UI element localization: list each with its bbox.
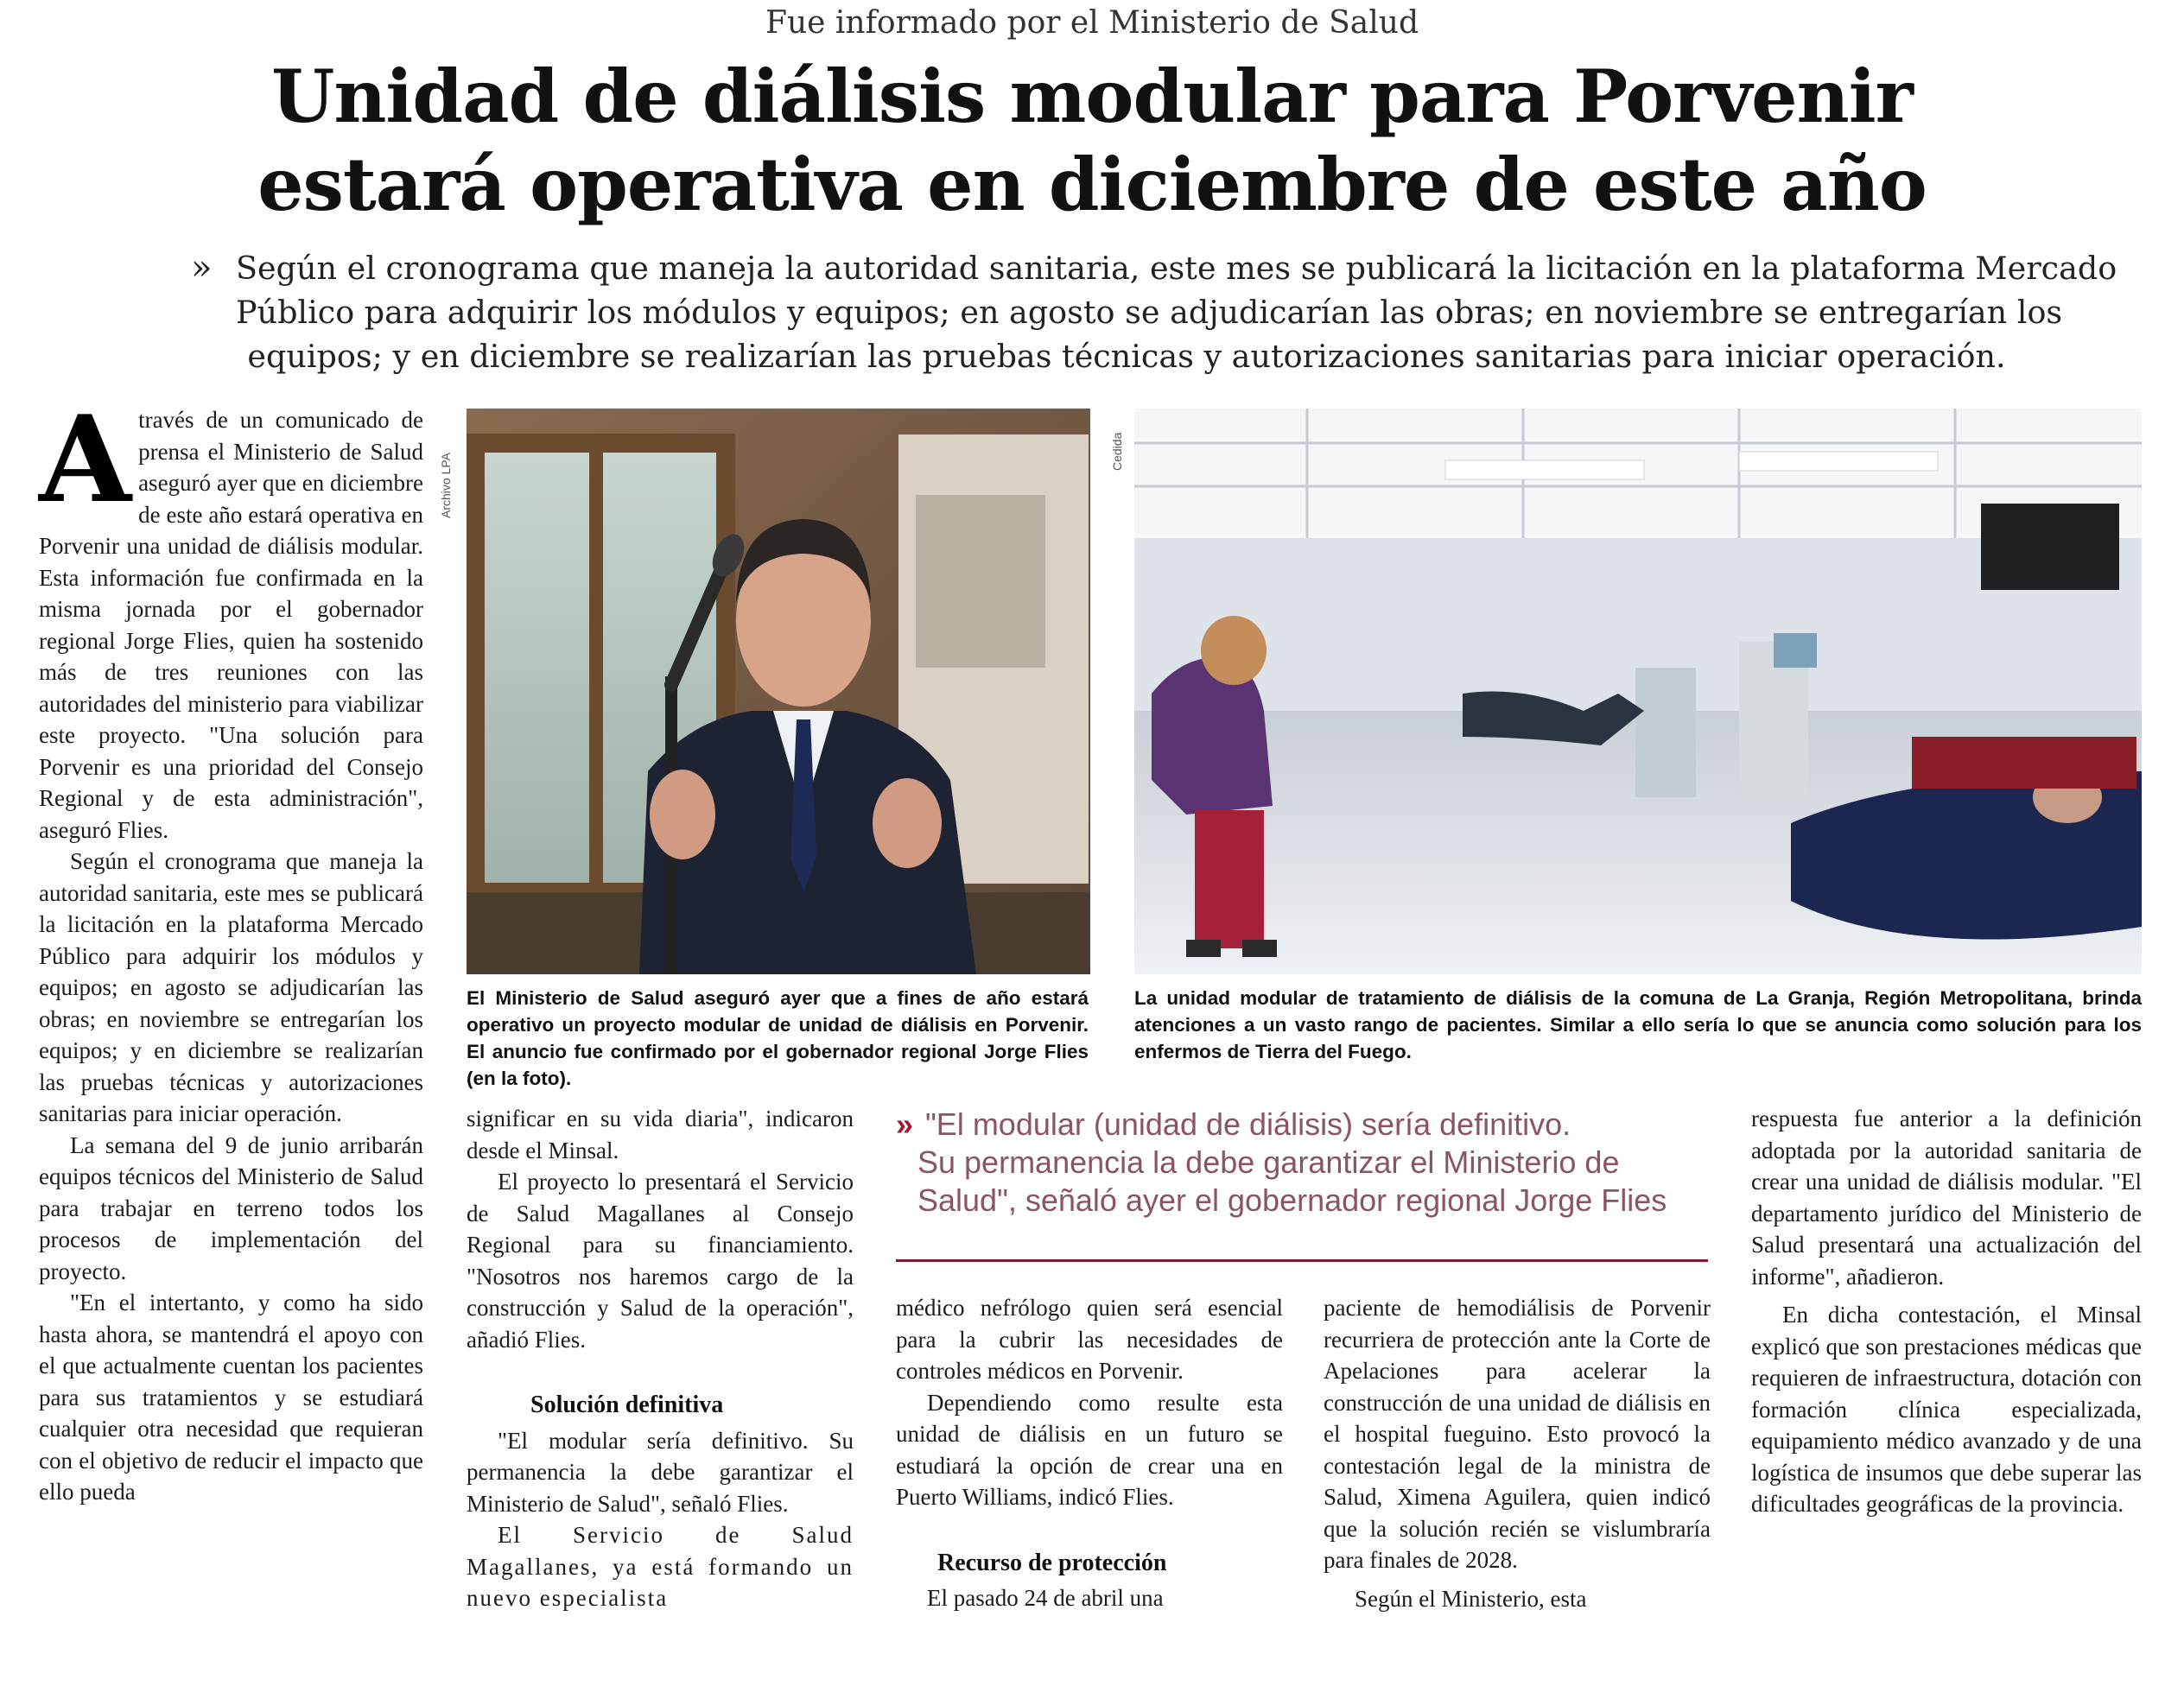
article-column-5 [1751,1103,2142,1520]
headline-line-1: Unidad de diálisis modular para Porvenir [271,54,1913,139]
pull-quote-text: "El modular (unidad de diálisis) sería definitivo. [925,1106,1571,1142]
article-column-4 [1324,1292,1711,1614]
pull-quote-line [896,1144,1708,1182]
photo-caption: El Ministerio de Salud aseguró ayer que a fines de año estará operativo un proyecto modular de unidad de diálisis en Porvenir. El anuncio fue confirmado por el gobernador regional Jorge Flies (en la foto). [467,987,1089,1089]
pull-quote [896,1106,1708,1220]
pull-quote-text: Salud", señaló ayer el gobernador regional Jorge Flies [917,1182,1667,1218]
subheading: Solución definitiva [530,1391,724,1418]
paragraph: respuesta fue anterior a la definición adoptada por la autoridad sanitaria de crear una unidad de diálisis modular. "El departamento jurídico del Ministerio de Salud presentará una actualización del informe", añadieron. [1751,1106,2142,1290]
photo-gobernador-jorge-flies [467,409,1090,974]
paragraph: La semana del 9 de junio arribarán equipos técnicos del Ministerio de Salud para trabajar en terreno todos los procesos de implementación del proyecto. [39,1131,423,1284]
kicker: Fue informado por el Ministerio de Salud [765,5,1419,41]
deck-line-3: equipos; y en diciembre se realizarían las pruebas técnicas y autorizaciones sanitarias para iniciar operación. [247,338,2006,375]
subheading: Recurso de protección [937,1549,1167,1576]
pull-quote-line [896,1182,1708,1220]
paragraph: "En el intertanto, y como ha sido hasta ahora, se mantendrá el apoyo con el que actualmente cuentan los pacientes para sus tratamientos y se estudiará cualquier otra necesidad que requieran con el objetivo de reducir el impacto que ello pueda [39,1290,423,1505]
photo-caption: La unidad modular de tratamiento de diálisis de la comuna de La Granja, Región Metropolitana, brinda atenciones a un vasto rango de pacientes. Similar a ello sería lo que se anuncia como solución para los enfermos de Tierra del Fuego. [1134,987,2142,1062]
deck-line-1: Según el cronograma que maneja la autoridad sanitaria, este mes se publicará la licitación en la plataforma Mercado [236,250,2117,287]
deck-line-2: Público para adquirir los módulos y equipos; en agosto se adjudicarían las obras; en noviembre se entregarían los [236,294,2063,331]
paragraph: través de un comunicado de prensa el Ministerio de Salud aseguró ayer que en diciembre de este año estará operativa en Porvenir una unidad de diálisis modular. Esta información fue confirmada en la misma jornada por el gobernador regional Jorge Flies, quien ha sostenido más de tres reuniones con las autoridades del ministerio para viabilizar este proyecto. "Una solución para Porvenir es una prioridad del Consejo Regional y de esta administración", aseguró Flies. [39,407,423,843]
chevron-icon: » [896,1106,914,1142]
photo-illustration [1134,409,2142,974]
paragraph: significar en su vida diaria", indicaron desde el Minsal. [467,1106,854,1163]
pull-quote-rule [896,1259,1708,1262]
chevron-icon: » [191,248,213,288]
drop-cap: A [39,389,132,529]
deck [191,246,2117,378]
pull-quote-line [896,1106,1708,1144]
photo-illustration [467,409,1090,974]
paragraph: Dependiendo como resulte esta unidad de diálisis en un futuro se estudiará la opción de crear una en Puerto Williams, indicó Flies. [896,1389,1283,1510]
photo-credit: Cedida [1110,432,1124,471]
article-column-2 [467,1103,854,1614]
photo-dialysis-unit-la-granja [1134,409,2142,974]
article-column-3 [896,1292,1283,1614]
article-column-1 [39,389,423,1508]
paragraph: médico nefrólogo quien será esencial para la cubrir las necesidades de controles médicos en Porvenir. [896,1295,1283,1384]
paragraph: Según el Ministerio, esta [1355,1585,1587,1612]
headline-line-2: estará operativa en diciembre de este año [257,142,1927,227]
paragraph: "El modular sería definitivo. Su permanencia la debe garantizar el Ministerio de Salud", señaló Flies. [467,1427,854,1517]
photo-credit: Archivo LPA [439,453,453,518]
paragraph: El Servicio de Salud Magallanes, ya está formando un nuevo especialista [467,1522,854,1611]
pull-quote-text: Su permanencia la debe garantizar el Ministerio de [917,1144,1620,1180]
paragraph: El proyecto lo presentará el Servicio de Salud Magallanes al Consejo Regional para su financiamiento. "Nosotros nos haremos cargo de la construcción y Salud de la operación", añadió Flies. [467,1169,854,1353]
paragraph: Según el cronograma que maneja la autoridad sanitaria, este mes se publicará la licitación en la plataforma Mercado Público para adquirir los módulos y equipos; en agosto se adjudicarían las obras; en noviembre se entregarían los equipos; y en diciembre se realizarían las pruebas técnicas y autorizaciones sanitarias para iniciar operación. [39,848,423,1126]
paragraph: En dicha contestación, el Minsal explicó que son prestaciones médicas que requieren de infraestructura, dotación con formación clínica especializada, equipamiento médico avanzado y de una logística de insumos que debe superar las dificultades geográficas de la provincia. [1751,1302,2142,1517]
paragraph: El pasado 24 de abril una [927,1585,1164,1611]
paragraph: paciente de hemodiálisis de Porvenir recurriera de protección ante la Corte de Apelaciones para acelerar la construcción de una unidad de diálisis en el hospital fueguino. Esto provocó la contestación legal de la ministra de Salud, Ximena Aguilera, quien indicó que la solución recién se vislumbraría para finales de 2028. [1324,1295,1711,1573]
